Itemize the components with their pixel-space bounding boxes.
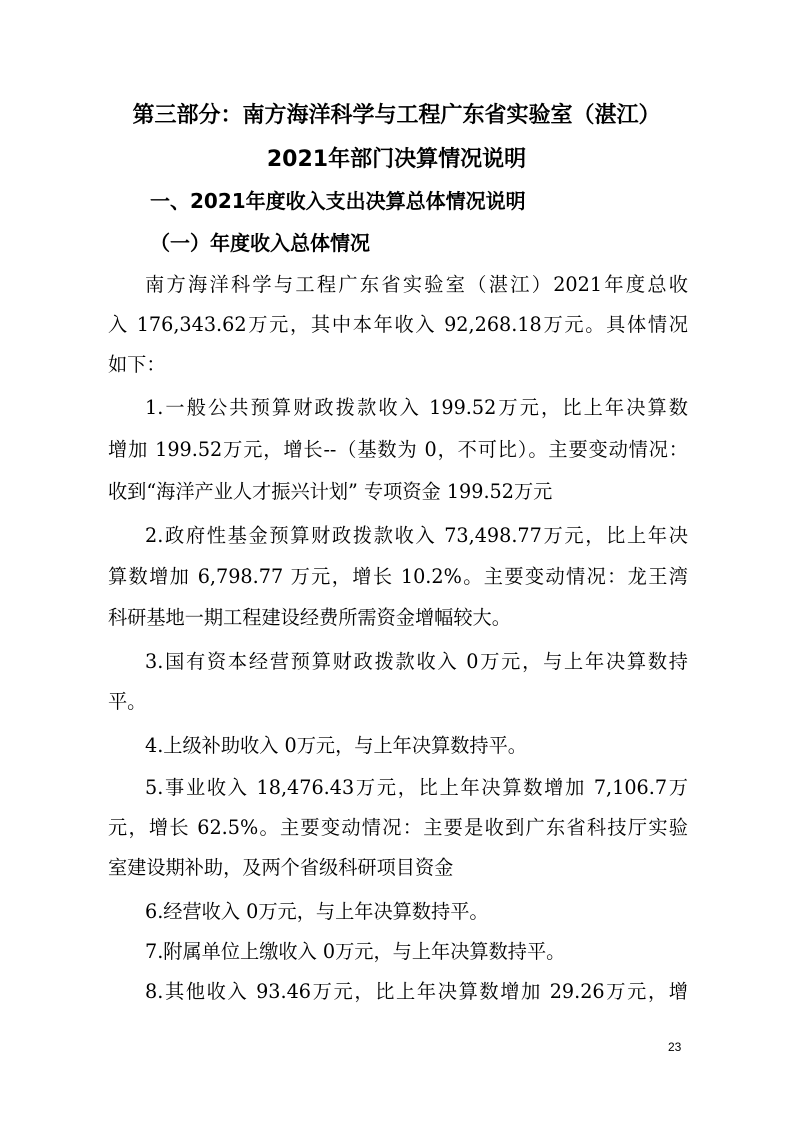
paragraph-line: 8.其他收入 93.46万元，比上年决算数增加 29.26万元，增 [145, 980, 688, 1003]
paragraph-line: 元，增长 62.5%。主要变动情况：主要是收到广东省科技厅实验 [108, 816, 688, 839]
paragraph-line: 2.政府性基金预算财政拨款收入 73,498.77万元，比上年决 [145, 524, 688, 547]
page-number: 23 [668, 1040, 682, 1054]
document-title-line-2: 2021年部门决算情况说明 [266, 147, 527, 172]
paragraph-line: 室建设期补助，及两个省级科研项目资金 [108, 856, 454, 879]
paragraph-line: 7.附属单位上缴收入 0万元，与上年决算数持平。 [145, 940, 566, 963]
paragraph-line: 5.事业收入 18,476.43万元，比上年决算数增加 7,106.7万 [145, 776, 688, 799]
paragraph-line: 南方海洋科学与工程广东省实验室（湛江）2021年度总收 [145, 273, 688, 296]
paragraph-line: 科研基地一期工程建设经费所需资金增幅较大。 [108, 606, 511, 629]
paragraph-line: 3.国有资本经营预算财政拨款收入 0万元，与上年决算数持 [145, 650, 688, 673]
paragraph-line: 收到“海洋产业人才振兴计划” 专项资金 199.52万元 [108, 480, 553, 503]
paragraph-line: 平。 [108, 690, 147, 713]
document-title-line-1: 第三部分：南方海洋科学与工程广东省实验室（湛江） [132, 103, 661, 128]
paragraph-line: 入 176,343.62万元，其中本年收入 92,268.18万元。具体情况 [108, 313, 688, 336]
paragraph-line: 算数增加 6,798.77 万元，增长 10.2%。主要变动情况：龙王湾 [108, 565, 688, 588]
section-heading: 一、2021年度收入支出决算总体情况说明 [150, 189, 526, 213]
subsection-heading: （一）年度收入总体情况 [150, 231, 370, 255]
paragraph-line: 6.经营收入 0万元，与上年决算数持平。 [145, 900, 489, 923]
paragraph-line: 如下： [108, 353, 166, 376]
paragraph-line: 4.上级补助收入 0万元，与上年决算数持平。 [145, 734, 527, 757]
paragraph-line: 1.一般公共预算财政拨款收入 199.52万元，比上年决算数 [145, 396, 688, 419]
paragraph-line: 增加 199.52万元，增长--（基数为 0，不可比）。主要变动情况： [108, 438, 688, 461]
